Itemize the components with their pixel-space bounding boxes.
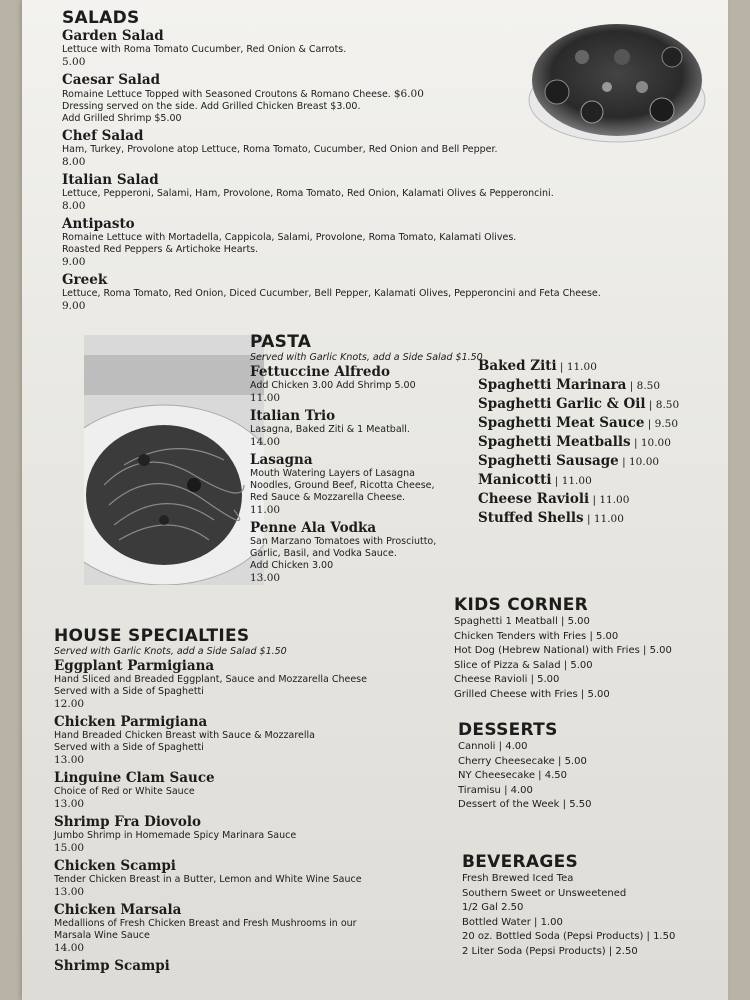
menu-item: Spaghetti Meat Sauce | 9.50 [478,415,679,431]
menu-item: Greek Lettuce, Roma Tomato, Red Onion, Diced Cucumber, Bell Pepper, Kalamati Olives, Pepperoncini and Feta Cheese. 9.00 [62,272,601,312]
menu-item: Spaghetti Garlic & Oil | 8.50 [478,396,680,412]
menu-item: Cheese Ravioli | 5.00 [454,674,560,685]
menu-item: Chicken Parmigiana Hand Breaded Chicken Breast with Sauce & Mozzarella Served with a Side of Spaghetti 13.00 [54,714,315,766]
beverage-line: 1/2 Gal 2.50 [462,902,524,913]
menu-item: Eggplant Parmigiana Hand Sliced and Breaded Eggplant, Sauce and Mozzarella Cheese Served with a Side of Spaghetti 12.00 [54,658,367,710]
menu-item: Spaghetti Meatballs | 10.00 [478,434,671,450]
menu-item: Fettuccine Alfredo Add Chicken 3.00 Add Shrimp 5.00 11.00 [250,364,416,404]
menu-item: Tiramisu | 4.00 [458,784,533,796]
menu-item: Stuffed Shells | 11.00 [478,510,624,526]
beverage-line: Southern Sweet or Unsweetened [462,887,627,899]
menu-item: Chicken Scampi Tender Chicken Breast in a Butter, Lemon and White Wine Sauce 13.00 [54,858,362,898]
spaghetti-plate-photo [84,335,264,585]
menu-item: Italian Trio Lasagna, Baked Ziti & 1 Meatball. 14.00 [250,408,410,448]
menu-item: Cheese Ravioli | 11.00 [478,491,630,507]
menu-item: Cannoli | 4.00 [458,741,528,752]
kids-corner-section [454,595,734,702]
menu-item: Slice of Pizza & Salad | 5.00 [454,659,593,671]
menu-item: Caesar Salad Romaine Lettuce Topped with Seasoned Croutons & Romano Cheese. $6.00 Dressing served on the side. Add Grilled Chicken Breast $3.00. Add Grilled Shrimp $5.00 [62,72,424,124]
menu-item: Chicken Marsala Medallions of Fresh Chicken Breast and Fresh Mushrooms in our Marsala Wine Sauce 14.00 [54,902,357,954]
menu-item: NY Cheesecake | 4.50 [458,770,567,781]
menu-item: Chicken Tenders with Fries | 5.00 [454,630,619,642]
menu-item: Dessert of the Week | 5.50 [458,799,592,810]
menu-item: Spaghetti Sausage | 10.00 [478,453,660,469]
beverage-line: 2 Liter Soda (Pepsi Products) | 2.50 [462,945,638,957]
menu-item: Lasagna Mouth Watering Layers of Lasagna Noodles, Ground Beef, Ricotta Cheese, Red Sauce & Mozzarella Cheese. 11.00 [250,452,435,516]
pasta-section [250,332,510,588]
menu-item: Spaghetti Marinara | 8.50 [478,377,661,393]
menu-item: Garden Salad Lettuce with Roma Tomato Cucumber, Red Onion & Carrots. 5.00 [62,28,347,68]
menu-item: Linguine Clam Sauce Choice of Red or White Sauce 13.00 [54,770,215,810]
desserts-heading: DESSERTS [458,720,558,740]
house-note: Served with Garlic Knots, add a Side Salad $1.50 [54,646,287,657]
beverage-line: 20 oz. Bottled Soda (Pepsi Products) | 1.50 [462,931,676,942]
beverages-heading: BEVERAGES [462,852,579,872]
beverages-section [462,852,732,959]
menu-item: Baked Ziti | 11.00 [478,358,597,374]
menu-item-partial: Shrimp Scampi [54,958,170,974]
menu-item: Penne Ala Vodka San Marzano Tomatoes with Prosciutto, Garlic, Basil, and Vodka Sauce. Add Chicken 3.00 13.00 [250,520,437,584]
house-heading: HOUSE SPECIALTIES [54,626,250,646]
menu-item: Manicotti | 11.00 [478,472,592,488]
beverage-line: Fresh Brewed Iced Tea [462,873,574,884]
salads-section [62,8,601,316]
menu-item: Cherry Cheesecake | 5.00 [458,755,587,767]
menu-item: Antipasto Romaine Lettuce with Mortadella, Cappicola, Salami, Provolone, Roma Tomato, Kalamati Olives. Roasted Red Peppers & Artichoke Hearts. 9.00 [62,216,517,268]
menu-item: Grilled Cheese with Fries | 5.00 [454,688,610,700]
menu-item: Spaghetti 1 Meatball | 5.00 [454,616,590,627]
pasta-simple-list [478,357,718,528]
menu-item: Chef Salad Ham, Turkey, Provolone atop Lettuce, Roma Tomato, Cucumber, Red Onion and Bell Pepper. 8.00 [62,128,498,168]
house-specialties-section [54,626,454,977]
beverage-line: Bottled Water | 1.00 [462,916,563,928]
kids-heading: KIDS CORNER [454,595,589,615]
menu-item: Italian Salad Lettuce, Pepperoni, Salami, Ham, Provolone, Roma Tomato, Red Onion, Kalamati Olives & Pepperoncini. 8.00 [62,172,554,212]
desserts-section [458,720,728,813]
menu-page [22,0,728,1000]
menu-item: Shrimp Fra Diovolo Jumbo Shrimp in Homemade Spicy Marinara Sauce 15.00 [54,814,297,854]
pasta-note: Served with Garlic Knots, add a Side Salad $1.50 [250,352,483,363]
pasta-heading: PASTA [250,332,312,352]
menu-item: Hot Dog (Hebrew National) with Fries | 5.00 [454,645,672,656]
salads-heading: SALADS [62,8,140,28]
